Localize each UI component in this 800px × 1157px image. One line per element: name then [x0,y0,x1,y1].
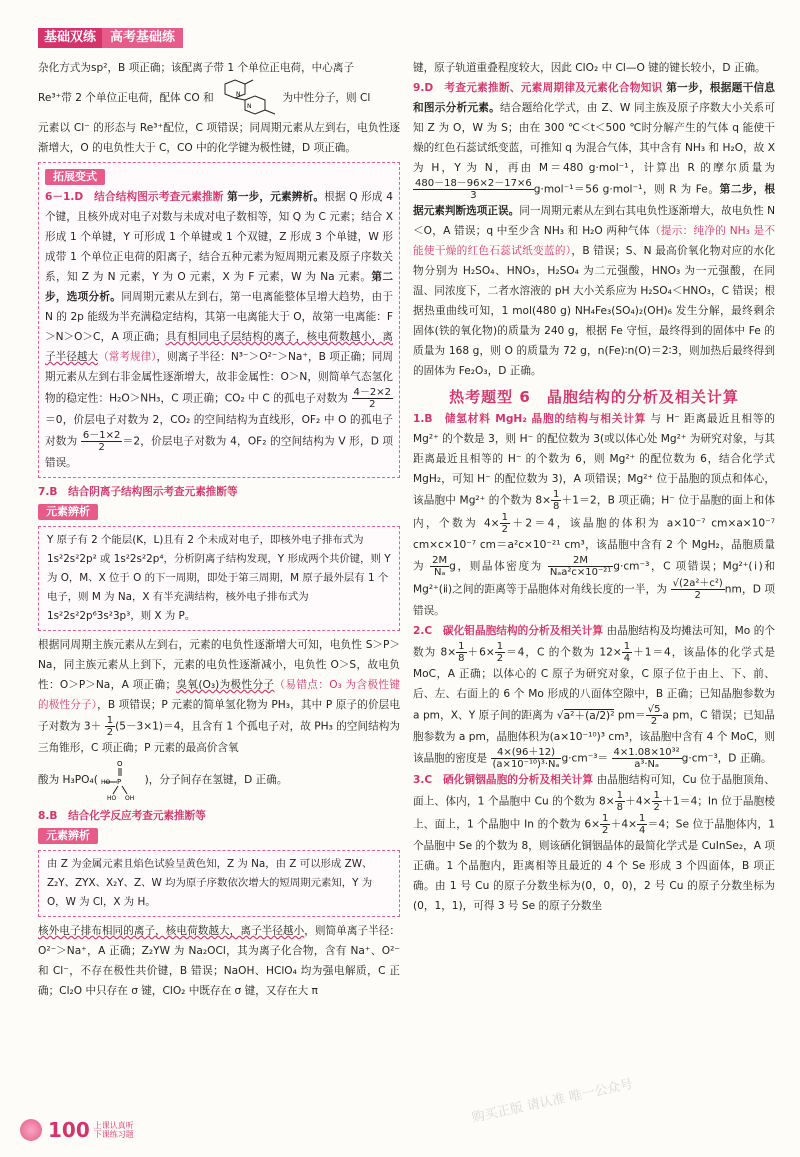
section-heading: 热考题型 6 晶胞结构的分析及相关计算 [449,388,739,406]
paragraph: 元素以 Cl⁻ 的形态与 Re³⁺配位，C 项错误；同周期元素从左到右，电负性逐渐增大，O 的电负性大于 C，CO 中的化学键为极性键，D 项正确。 [38,122,400,154]
svg-text:OH: OH [125,795,135,802]
fraction: $\frac{1}{8}$ [458,641,465,664]
svg-text:N: N [236,91,241,98]
paragraph: 杂化方式为sp²，B 项正确；该配离子带 1 个单位正电荷，中心离子 [38,62,355,74]
q7-title: 7.B 结合阴离子结构图示考查元素推断等 [38,486,238,498]
fraction: $\frac{√5}{2}$ [647,704,661,727]
fraction: $\frac{2M}{\text{Nₐ}}$ [432,555,448,578]
page-number: 100 [48,1118,90,1142]
svg-text:O: O [117,760,123,768]
svg-text:HO: HO [101,779,111,786]
q6-1-paragraph: 6－1.D 结合结构图示考查元素推断 第一步，元素辨析。根据 Q 形成 4 个键，且核外成对电子对数与未成对电子数相等，知 Q 为 C 元素；结合 X 形成 1 个单键，Y 可形成 1 个单键或 1 个双键，Z 形成 3 个单键，W 形成带 1 个单位正电荷的阳离子，结合五种元素为短周期元素及原子序数关系，知 Z 为 N 元素，Y 为 O 元素，X 为 F 元素，W 为 Na 元素。第二步，选项分析。同周期元素从左到右，第一电离能整体呈增大趋势，由于 N 的 2p 能级为半充满稳定结构，其第一电离能大于 O，故第一电离能：F＞N＞O＞C，A 项正确；具有相同电子层结构的离子，核电荷数越小，离子半径越大（常考规律），则离子半径：N³⁻＞O²⁻＞Na⁺，B 项正确；同周期元素从左到右非金属性逐渐增大，故非金属性：O＞N，则简单气态氢化物的稳定性：H₂O＞NH₃，C 项正确；CO₂ 中 C 的孤电子对数为 $\frac{4-2\times 2}{2}$ ＝0，价层电子对数为 2，CO₂ 的空间结构为直线形，OF₂ 中 O 的孤电子对数为 $\frac{6-1\times 2}{2}$ ＝2，价层电子对数为 4，OF₂ 的空间结构为 V 形，D 项错误。 [45,191,394,469]
q7-tag: 元素辨析 [38,504,98,520]
fraction: $\frac{1}{2}$ [602,813,609,836]
q8-title: 8.B 结合化学反应考查元素推断等 [38,810,206,822]
paragraph: 键，原子轨道重叠程度较大，因此 ClO₂ 中 Cl—O 键的键长较小，D 正确。 [413,62,766,74]
q9-paragraph: 9.D 考查元素推断、元素周期律及元素化合物知识 第一步，根据题干信息和图示分析元素。结合题给化学式，由 Z、W 同主族及原子序数大小关系可知 Z 为 O，W 为 S；由在 300 ℃＜t＜500 ℃时分解产生的气体 q 能使干燥的红色石蕊试纸变蓝，可推知 q 为混合气体，其中含有 NH₃ 和 H₂O，故 X 为 H，Y 为 N，再由 M＝480 g·mol⁻¹，计算出 R 的摩尔质量为 $\frac{480-18-96\times 2-17\times 6}{3}$ g·mol⁻¹＝56 g·mol⁻¹，则 R 为 Fe。第二步，根据元素判断选项正误。同一周期元素从左到右其电负性逐渐增大，故电负性 N＜O，A 错误；q 中至少含 NH₃ 和 H₂O 两种气体（提示：纯净的 NH₃ 是不能使干燥的红色石蕊试纸变蓝的），B 错误；S、N 最高价氧化物对应的水化物分别为 H₂SO₄、HNO₃，H₂SO₄ 为二元强酸，HNO₃ 为一元强酸，在同温、同浓度下，二者水溶液的 pH 大小关系应为 H₂SO₄＜HNO₃，C 错误；根据热重曲线可知，1 mol(480 g) NH₄Fe₃(SO₄)₂(OH)₆ 发生分解，最终剩余固体(铁的氧化物)的质量为 240 g，根据 Fe 守恒，最终得到的固体中 Fe 的质量为 168 g，则 O 的质量为 72 g，n(Fe)∶n(O)＝2∶3，则加热后最终得到的固体为 Fe₂O₃，D 正确。 [413,82,776,377]
fraction: $\frac{1}{2}$ [501,512,508,535]
fraction: $\frac{480-18-96\times 2-17\times 6}{3}$ [415,178,532,201]
phosphoric-acid-structure-icon [101,758,141,802]
fraction: $\frac{4-2\times 2}{2}$ [353,387,391,410]
fraction: $\frac{1}{4}$ [623,641,631,664]
sqrt-expression: a²＋(a/2)² [563,709,615,722]
q7-paragraph: 根据同周期主族元素从左到右，元素的电负性逐渐增大可知，电负性 S＞P＞Na，同主族元素从上到下，元素的电负性逐渐减小，电负性 O＞S，故电负性：O＞P＞Na，A 项正确；臭氧(O₃)为极性分子（易错点：O₃ 为含极性键的极性分子），B 项错误；P 元素的简单氢化物为 PH₃，其中 P 原子的价层电子对数为 3＋ $\frac{1}{2}$ (5－3×1)＝4，且含有 1 个孤电子对，故 PH₃ 的空间结构为三角锥形，C 项正确；P 元素的最高价含氧 [38,639,401,754]
svg-text:P: P [117,778,122,786]
page-footer [20,1118,134,1142]
fraction: $\frac{1}{2}$ [106,715,114,738]
left-column [38,58,400,1001]
page-header [38,28,183,48]
flower-icon [20,1119,42,1141]
extension-tag: 拓展变式 [45,169,105,185]
paragraph: 酸为 H₃PO₄( O P HO HO OH )，分子间存在氢键，D 正确。 [38,760,288,802]
svg-text:HO: HO [107,795,117,802]
fraction: $\frac{\text{4×1.08×10³²}}{\text{a³·Nₐ}}$ [613,747,680,770]
q8-paragraph: 核外电子排布相同的离子，核电荷数越大，离子半径越小，则简单离子半径：O²⁻＞Na⁺，A 正确；Z₂YW 为 Na₂OCl，其为离子化合物，含有 Na⁺、O²⁻ 和 Cl⁻，不存在极性共价键，B 错误；NaOH、HClO₄ 均为强电解质，C 正确；Cl₂O 中只存在 σ 键，ClO₂ 中既存在 σ 键，又存在大 π [38,925,401,997]
fraction: $\frac{1}{2}$ [653,790,660,813]
fraction: $\frac{4\times(96+12)}{\text{(a×10⁻¹⁰)³·Nₐ}}$ [492,747,560,770]
svg-text:N: N [247,103,252,110]
q2-paragraph: 2.C 碳化钼晶胞结构的分析及相关计算 由晶胞结构及均摊法可知，Mo 的个数为 8× $\frac{1}{8}$ ＋6× $\frac{1}{2}$ ＝4，C 的个数为 12× $\frac{1}{4}$ ＋1＝4，该晶体的化学式是 MoC，A 正确；以体心的 C 原子为研究对象，C 原子位于由上、下、前、后、左、右面上的 6 个 Mo 形成的八面体空隙中，B 正确；已知晶胞参数为 a pm，X、Y 原子间的距离为 √a²＋(a/2)² pm＝ $\frac{√5}{2}$ a pm，C 错误；已知晶胞参数为 a pm，晶胞体积为(a×10⁻¹⁰)³ cm³，该晶胞中含有 4 个 MoC，则该晶胞的密度是 $\frac{4\times(96+12)}{\text{(a×10⁻¹⁰)³·Nₐ}}$ g·cm⁻³＝ $\frac{\text{4×1.08×10³²}}{\text{a³·Nₐ}}$ g·cm⁻³，D 正确。 [413,625,775,770]
fraction: $\frac{1}{2}$ [496,641,504,664]
header-tag-basic: 基础双练 [38,28,102,48]
fraction: $\frac{1}{4}$ [639,813,646,836]
fraction: $\frac{1}{8}$ [552,489,560,512]
q8-note: 由 Z 为金属元素且焰色试验呈黄色知，Z 为 Na，由 Z 可以形成 ZW、Z₂Y、ZYX、X₂Y、Z、W 均为原子序数依次增大的短周期元素知，Y 为 O，W 为 Cl，X 为 H。 [38,850,400,917]
q3-paragraph: 3.C 硒化铜铟晶胞的分析及相关计算 由晶胞结构可知，Cu 位于晶胞顶角、面上、体内，1 个晶胞中 Cu 的个数为 8× $\frac{1}{8}$ ＋4× $\frac{1}{2}$ ＋1＝4；In 位于晶胞棱上、面上，1 个晶胞中 In 的个数为 6× $\frac{1}{2}$ ＋4× $\frac{1}{4}$ ＝4；Se 位于晶胞体内，1 个晶胞中 Se 的个数为 8，则该硒化铜铟晶体的最简化学式是 CuInSe₂，A 项正确。1 个晶胞内，距离相等且最近的 4 个 Se 形成 3 个四面体，B 项正确。由 1 号 Cu 的原子分数坐标为(0，0，0)，2 号 Cu 的原子分数坐标为(0，1，1)，可得 3 号 Se 的原子分数坐 [413,774,776,912]
q1-paragraph: 1.B 储氢材料 MgH₂ 晶胞的结构与相关计算 与 H⁻ 距离最近且相等的 Mg²⁺ 的个数是 3，则 H⁻ 的配位数为 3(或以体心处 Mg²⁺ 为研究对象，与其距离最近且相等的 H⁻ 的个数为 6，则 Mg²⁺ 的配位数为 6，结合化学式 MgH₂，可知 H⁻ 的配位数为 3)，A 项错误；Mg²⁺ 位于晶胞的顶点和体心，该晶胞中 Mg²⁺ 的个数为 8× $\frac{1}{8}$ ＋1＝2，B 项正确；H⁻ 位于晶胞的面上和体内，个数为 4× $\frac{1}{2}$ ＋2＝4，该晶胞的体积为 a×10⁻⁷ cm×a×10⁻⁷ cm×c×10⁻⁷ cm＝a²c×10⁻²¹ cm³，该晶胞中含有 2 个 MgH₂，晶胞质量为 $\frac{2M}{\text{Nₐ}}$ g，则晶体密度为 $\frac{2M}{\text{Nₐa²c×10⁻²¹}}$ g·cm⁻³，C 项错误；Mg²⁺(ⅰ)和 Mg²⁺(ⅱ)之间的距离等于晶胞体对角线长度的一半，为 $\frac{\text{√(2a²＋c²)}}{2}$ nm，D 项错误。 [413,413,776,617]
q8-tag: 元素辨析 [38,828,98,844]
extension-box [38,162,400,478]
footer-slogan: 上课认真听 下课练习题 [93,1121,134,1139]
fraction: $\frac{6-1\times 2}{2}$ [82,430,121,453]
fraction: $\frac{1}{8}$ [616,790,623,813]
bipyridine-structure-icon [217,78,279,118]
watermark: 购买正版 请认准 唯一公众号 [470,1077,635,1126]
header-tag-exam: 高考基础练 [102,28,183,48]
paragraph: Re³⁺带 2 个单位正电荷，配体 CO 和 N N 为中性分子，则 Cl [38,78,400,118]
fraction: $\frac{2M}{\text{Nₐa²c×10⁻²¹}}$ [549,555,612,578]
q7-note: Y 原子有 2 个能层(K，L)且有 2 个未成对电子，即核外电子排布式为 1s²2s²2p² 或 1s²2s²2p⁴，分析阴离子结构发现，Y 形成两个共价键，则 Y 为 O，M、X 位于 O 的下一周期，即处于第三周期，M 原子最外层有 1 个电子，则 M 为 Na，X 有半充满结构，核外电子排布式为 1s²2s²2p⁶3s²3p³，则 X 为 P。 [38,526,400,631]
fraction: $\frac{\text{√(2a²＋c²)}}{2}$ [672,578,723,601]
right-column [413,58,775,916]
